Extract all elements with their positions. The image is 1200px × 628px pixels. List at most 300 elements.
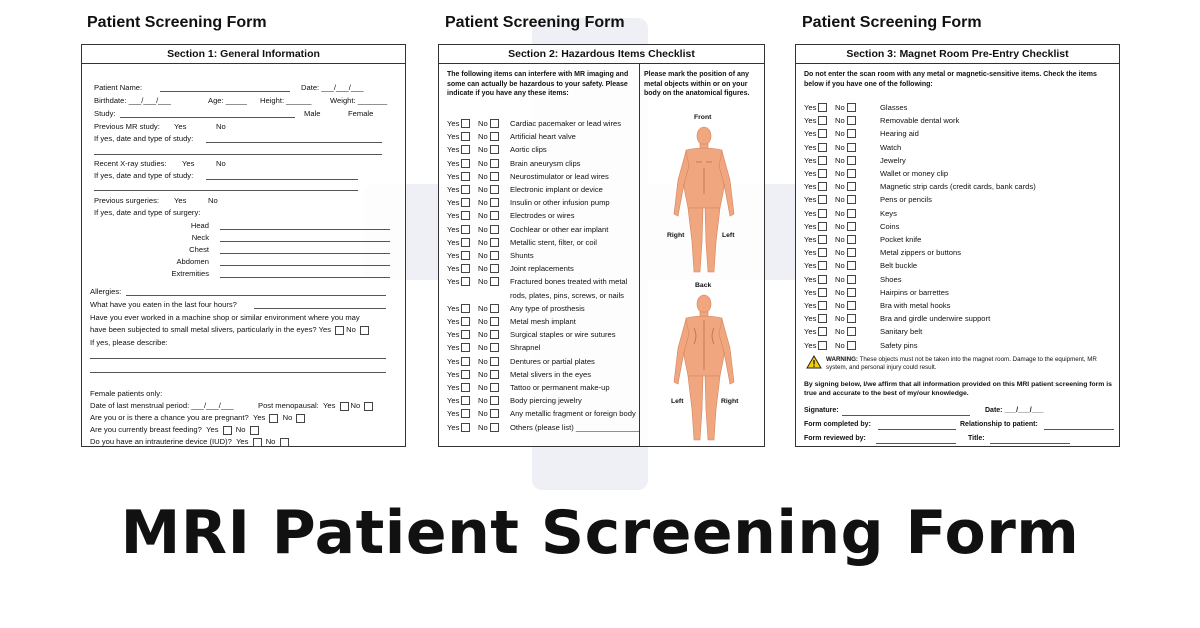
- hazard-item-no-checkbox[interactable]: [490, 423, 499, 432]
- hazard-item-no-option[interactable]: No: [478, 251, 510, 260]
- hazard-item-yes-option[interactable]: Yes: [447, 423, 478, 432]
- preentry-item-no-option[interactable]: No: [835, 314, 867, 323]
- preentry-item-no-option[interactable]: No: [835, 209, 867, 218]
- hazard-item-yes-option[interactable]: Yes: [447, 409, 478, 418]
- hazard-item-no-checkbox[interactable]: [490, 330, 499, 339]
- preentry-item-no-checkbox[interactable]: [847, 182, 856, 191]
- preentry-item-no-option[interactable]: No: [835, 261, 867, 270]
- hazard-item-yes-option[interactable]: Yes: [447, 251, 478, 260]
- hazard-item-label: Dentures or partial plates: [510, 356, 595, 366]
- patient-name-field[interactable]: [160, 91, 290, 92]
- preentry-item-yes-checkbox[interactable]: [818, 182, 827, 191]
- male-option[interactable]: Male: [304, 109, 321, 118]
- height-label[interactable]: Height: ______: [260, 96, 312, 105]
- hazard-item-yes-checkbox[interactable]: [461, 211, 470, 220]
- hazard-item-no-checkbox[interactable]: [490, 225, 499, 234]
- preentry-item-label: Glasses: [880, 103, 908, 112]
- hazard-item-label: Body piercing jewelry: [510, 396, 582, 406]
- hazard-item-no-checkbox[interactable]: [490, 172, 499, 181]
- preentry-item-yes-checkbox[interactable]: [818, 116, 827, 125]
- body-part-extremities-field[interactable]: [220, 277, 390, 278]
- hazard-item-row: [447, 119, 621, 128]
- hazard-item-row: [447, 383, 610, 392]
- hazard-item-no-checkbox[interactable]: [490, 198, 499, 207]
- hazard-item-no-option[interactable]: No: [478, 330, 510, 339]
- preentry-item-no-option[interactable]: No: [835, 248, 867, 257]
- body-part-head: Head: [190, 221, 209, 230]
- preentry-item-label: Metal zippers or buttons: [880, 248, 962, 258]
- section-3-intro: Do not enter the scan room with any metal or magnetic-sensitive items. Check the items below if you have one of the following:: [804, 71, 1097, 88]
- hazard-item-row: [447, 211, 575, 220]
- preentry-item-label: Shoes: [880, 274, 902, 284]
- hazard-item-yes-checkbox[interactable]: [461, 238, 470, 247]
- hazard-item-yes-option[interactable]: Yes: [447, 238, 478, 247]
- preentry-item-label: Pens or pencils: [880, 195, 932, 205]
- hazard-item-no-checkbox[interactable]: [490, 132, 499, 141]
- reviewed-by-field[interactable]: [876, 443, 956, 444]
- hazard-item-yes-checkbox[interactable]: [461, 330, 470, 339]
- preentry-item-label: Safety pins: [880, 340, 918, 350]
- hazard-item-no-option[interactable]: No: [478, 185, 510, 194]
- preentry-item-no-option[interactable]: No: [835, 129, 867, 138]
- body-part-abdomen: Abdomen: [176, 257, 209, 266]
- hazard-item-yes-checkbox[interactable]: [461, 357, 470, 366]
- hazard-item-no-option[interactable]: No: [478, 317, 510, 326]
- relationship-label: Relationship to patient:: [960, 421, 1038, 428]
- preentry-item-yes-option[interactable]: Yes: [804, 195, 835, 204]
- hazard-item-label: Metallic stent, filter, or coil: [510, 237, 597, 247]
- hazard-item-label: Brain aneurysm clips: [510, 158, 581, 168]
- preentry-item-no-checkbox[interactable]: [847, 248, 856, 257]
- weight-label[interactable]: Weight: _______: [330, 96, 388, 105]
- xray-if-yes-field-2[interactable]: [94, 190, 358, 191]
- body-part-chest: Chest: [189, 245, 209, 254]
- hazard-item-yes-option[interactable]: Yes: [447, 185, 478, 194]
- hazard-item-yes-checkbox[interactable]: [461, 198, 470, 207]
- hazard-item-yes-checkbox[interactable]: [461, 132, 470, 141]
- section-1-panel: [81, 44, 406, 447]
- hazard-item-row: [447, 357, 595, 366]
- hazard-item-no-checkbox[interactable]: [490, 211, 499, 220]
- preentry-item-yes-option[interactable]: Yes: [804, 116, 835, 125]
- hazard-item-yes-checkbox[interactable]: [461, 172, 470, 181]
- hazard-item-yes-option[interactable]: Yes: [447, 132, 478, 141]
- preentry-item-label: Hairpins or barrettes: [880, 287, 949, 297]
- preentry-item-yes-checkbox[interactable]: [818, 222, 827, 231]
- hazard-item-label: Any metallic fragment or foreign body: [510, 409, 636, 419]
- hazard-item-yes-option[interactable]: Yes: [447, 343, 478, 352]
- hazard-item-no-option[interactable]: No: [478, 277, 510, 286]
- preentry-item-label: Keys: [880, 208, 897, 218]
- preentry-item-yes-checkbox[interactable]: [818, 103, 827, 112]
- preentry-item-row: [804, 314, 990, 323]
- column-title-1: Patient Screening Form: [87, 14, 267, 31]
- eaten-field[interactable]: [254, 308, 386, 309]
- hazard-item-label: Insulin or other infusion pump: [510, 198, 610, 208]
- preentry-item-yes-option[interactable]: Yes: [804, 209, 835, 218]
- preentry-item-yes-checkbox[interactable]: [818, 209, 827, 218]
- hazard-item-no-checkbox[interactable]: [490, 317, 499, 326]
- hazard-item-no-checkbox[interactable]: [490, 277, 499, 286]
- warning-icon: [806, 355, 822, 369]
- menstrual-label[interactable]: Date of last menstrual period: ___/___/___: [90, 401, 234, 410]
- hazard-item-no-checkbox[interactable]: [490, 370, 499, 379]
- preentry-item-yes-checkbox[interactable]: [818, 261, 827, 270]
- previous-mr-no[interactable]: No: [216, 122, 226, 131]
- body-part-head-field[interactable]: [220, 229, 390, 230]
- preentry-item-no-checkbox[interactable]: [847, 301, 856, 310]
- describe-field-1[interactable]: [90, 358, 386, 359]
- preentry-item-yes-checkbox[interactable]: [818, 235, 827, 244]
- machine-shop-yes-checkbox[interactable]: [335, 326, 344, 335]
- preentry-item-label: Jewelry: [880, 155, 906, 165]
- preentry-item-no-checkbox[interactable]: [847, 261, 856, 270]
- hazard-item-label-continued: rods, plates, pins, screws, or nails: [510, 290, 624, 300]
- signature-label: Signature:: [804, 407, 839, 414]
- post-menopausal-row: Post menopausal: Yes No: [258, 401, 375, 411]
- preentry-item-yes-checkbox[interactable]: [818, 341, 827, 350]
- preentry-item-no-checkbox[interactable]: [847, 103, 856, 112]
- hazard-item-row: [447, 304, 585, 313]
- preentry-item-yes-option[interactable]: Yes: [804, 222, 835, 231]
- preentry-item-yes-option[interactable]: Yes: [804, 143, 835, 152]
- if-yes-study-field-2[interactable]: [94, 154, 382, 155]
- breast-feeding-no-checkbox[interactable]: [250, 426, 259, 435]
- preentry-item-yes-checkbox[interactable]: [818, 195, 827, 204]
- preentry-item-yes-option[interactable]: Yes: [804, 261, 835, 270]
- hazard-item-no-option[interactable]: No: [478, 159, 510, 168]
- preentry-item-no-checkbox[interactable]: [847, 116, 856, 125]
- recent-xray-yes[interactable]: Yes: [182, 159, 195, 168]
- recent-xray-no[interactable]: No: [216, 159, 226, 168]
- hazard-item-no-checkbox[interactable]: [490, 119, 499, 128]
- preentry-item-yes-option[interactable]: Yes: [804, 129, 835, 138]
- allergies-field[interactable]: [126, 295, 386, 296]
- hazard-item-no-checkbox[interactable]: [490, 145, 499, 154]
- section-2-intro: The following items can interfere with MR imaging and some can actually be hazardous to your safety. Please indicate if you have any these items:: [447, 71, 629, 98]
- preentry-item-no-option[interactable]: No: [835, 275, 867, 284]
- if-yes-study-label: If yes, date and type of study:: [94, 134, 194, 143]
- hazard-item-no-option[interactable]: No: [478, 211, 510, 220]
- preentry-item-no-checkbox[interactable]: [847, 341, 856, 350]
- hazard-item-yes-option[interactable]: Yes: [447, 211, 478, 220]
- hazard-item-no-checkbox[interactable]: [490, 159, 499, 168]
- preentry-item-label: Pocket knife: [880, 235, 922, 244]
- hazard-item-no-option[interactable]: No: [478, 198, 510, 207]
- preentry-item-no-option[interactable]: No: [835, 301, 867, 310]
- hazard-item-row: [447, 264, 574, 273]
- hazard-item-yes-checkbox[interactable]: [461, 370, 470, 379]
- hazard-item-no-option[interactable]: No: [478, 264, 510, 273]
- allergies-label: Allergies:: [90, 287, 122, 296]
- hazard-item-yes-option[interactable]: Yes: [447, 159, 478, 168]
- preentry-item-no-checkbox[interactable]: [847, 314, 856, 323]
- column-title-2: Patient Screening Form: [445, 14, 625, 31]
- hazard-item-no-option[interactable]: No: [478, 343, 510, 352]
- iud-no-checkbox[interactable]: [280, 438, 289, 447]
- preentry-item-yes-option[interactable]: Yes: [804, 314, 835, 323]
- female-option[interactable]: Female: [348, 109, 374, 118]
- body-part-neck-field[interactable]: [220, 241, 390, 242]
- hazard-item-yes-checkbox[interactable]: [461, 145, 470, 154]
- hazard-item-label: Fractured bones treated with metal: [510, 277, 628, 287]
- hazard-item-no-checkbox[interactable]: [490, 357, 499, 366]
- preentry-item-yes-option[interactable]: Yes: [804, 288, 835, 297]
- preentry-item-label: Bra with metal hooks: [880, 301, 951, 310]
- hazard-item-yes-option[interactable]: Yes: [447, 277, 478, 286]
- hazard-item-yes-checkbox[interactable]: [461, 264, 470, 273]
- previous-surgeries-label: Previous surgeries:: [94, 196, 159, 205]
- hazard-item-no-option[interactable]: No: [478, 132, 510, 141]
- preentry-item-row: [804, 182, 1036, 191]
- age-label[interactable]: Age: _____: [208, 96, 247, 105]
- pregnant-no-checkbox[interactable]: [296, 414, 305, 423]
- preentry-item-yes-option[interactable]: Yes: [804, 248, 835, 257]
- preentry-item-yes-option[interactable]: Yes: [804, 182, 835, 191]
- date-label[interactable]: Date: ___/___/___: [301, 83, 364, 92]
- preentry-item-no-checkbox[interactable]: [847, 327, 856, 336]
- preentry-item-yes-checkbox[interactable]: [818, 169, 827, 178]
- iud-yes-checkbox[interactable]: [253, 438, 262, 447]
- preentry-item-no-checkbox[interactable]: [847, 288, 856, 297]
- front-body-figure[interactable]: [664, 124, 744, 276]
- preentry-item-no-option[interactable]: No: [835, 116, 867, 125]
- hazard-item-yes-checkbox[interactable]: [461, 383, 470, 392]
- hazard-item-label: Neurostimulator or lead wires: [510, 171, 609, 181]
- study-field[interactable]: [120, 117, 295, 118]
- previous-mr-yes[interactable]: Yes: [174, 122, 187, 131]
- breast-feeding-row: Are you currently breast feeding? Yes No: [90, 425, 261, 435]
- hazard-item-yes-checkbox[interactable]: [461, 343, 470, 352]
- preentry-item-no-checkbox[interactable]: [847, 275, 856, 284]
- preentry-item-yes-option[interactable]: Yes: [804, 156, 835, 165]
- hazard-item-no-option[interactable]: No: [478, 423, 510, 432]
- body-part-chest-field[interactable]: [220, 253, 390, 254]
- body-part-extremities: Extremities: [171, 269, 209, 278]
- hazard-item-yes-checkbox[interactable]: [461, 185, 470, 194]
- preentry-item-no-checkbox[interactable]: [847, 143, 856, 152]
- hazard-item-no-checkbox[interactable]: [490, 264, 499, 273]
- completed-by-field[interactable]: [878, 429, 956, 430]
- hazard-item-no-option[interactable]: No: [478, 119, 510, 128]
- preentry-item-row: [804, 275, 902, 284]
- preentry-item-row: [804, 327, 922, 336]
- hazard-item-row: [447, 198, 610, 207]
- hazard-item-yes-checkbox[interactable]: [461, 277, 470, 286]
- back-body-figure[interactable]: [664, 292, 744, 444]
- preentry-item-no-option[interactable]: No: [835, 341, 867, 350]
- preentry-item-no-option[interactable]: No: [835, 143, 867, 152]
- preentry-item-yes-option[interactable]: Yes: [804, 275, 835, 284]
- hazard-item-yes-option[interactable]: Yes: [447, 357, 478, 366]
- hazard-item-yes-checkbox[interactable]: [461, 423, 470, 432]
- hazard-item-no-option[interactable]: No: [478, 370, 510, 379]
- preentry-item-no-checkbox[interactable]: [847, 235, 856, 244]
- preentry-item-no-checkbox[interactable]: [847, 156, 856, 165]
- hazard-item-yes-option[interactable]: Yes: [447, 225, 478, 234]
- section-3-panel: [795, 44, 1120, 447]
- hazard-item-no-checkbox[interactable]: [490, 383, 499, 392]
- hazard-item-no-option[interactable]: No: [478, 304, 510, 313]
- hazard-item-row: [447, 159, 580, 168]
- preentry-item-yes-option[interactable]: Yes: [804, 327, 835, 336]
- preentry-item-yes-checkbox[interactable]: [818, 275, 827, 284]
- hazard-item-no-checkbox[interactable]: [490, 343, 499, 352]
- preentry-item-yes-checkbox[interactable]: [818, 129, 827, 138]
- preentry-item-yes-checkbox[interactable]: [818, 156, 827, 165]
- preentry-item-no-checkbox[interactable]: [847, 222, 856, 231]
- section-2-panel: [438, 44, 765, 447]
- hazard-item-no-checkbox[interactable]: [490, 396, 499, 405]
- preentry-item-yes-option[interactable]: Yes: [804, 341, 835, 350]
- hazard-item-yes-option[interactable]: Yes: [447, 119, 478, 128]
- title-field[interactable]: [990, 443, 1070, 444]
- hazard-item-no-checkbox[interactable]: [490, 251, 499, 260]
- hazard-item-yes-checkbox[interactable]: [461, 225, 470, 234]
- pregnant-row: Are you or is there a chance you are pregnant? Yes No: [90, 413, 307, 423]
- preentry-item-yes-checkbox[interactable]: [818, 314, 827, 323]
- preentry-item-yes-checkbox[interactable]: [818, 301, 827, 310]
- hazard-item-yes-checkbox[interactable]: [461, 409, 470, 418]
- hazard-item-no-option[interactable]: No: [478, 172, 510, 181]
- hazard-item-row: [447, 172, 609, 181]
- hazard-item-yes-option[interactable]: Yes: [447, 304, 478, 313]
- hazard-item-no-checkbox[interactable]: [490, 185, 499, 194]
- hazard-item-row: [447, 370, 591, 379]
- hazard-item-label: Cardiac pacemaker or lead wires: [510, 119, 621, 128]
- machine-shop-no-checkbox[interactable]: [360, 326, 369, 335]
- preentry-item-label: Wallet or money clip: [880, 169, 949, 178]
- if-yes-study-field[interactable]: [206, 142, 382, 143]
- hazard-item-label: Surgical staples or wire sutures: [510, 330, 616, 340]
- hazard-item-row: [447, 396, 582, 405]
- preentry-item-no-option[interactable]: No: [835, 235, 867, 244]
- preentry-item-yes-option[interactable]: Yes: [804, 235, 835, 244]
- preentry-item-no-checkbox[interactable]: [847, 195, 856, 204]
- body-part-abdomen-field[interactable]: [220, 265, 390, 266]
- hazard-item-no-option[interactable]: No: [478, 357, 510, 366]
- back-label: Back: [695, 282, 712, 289]
- preentry-item-label: Coins: [880, 221, 900, 231]
- preentry-item-label: Watch: [880, 142, 902, 152]
- preentry-item-yes-checkbox[interactable]: [818, 288, 827, 297]
- hazard-item-yes-option[interactable]: Yes: [447, 330, 478, 339]
- hazard-item-no-option[interactable]: No: [478, 383, 510, 392]
- xray-if-yes-label: If yes, date and type of study:: [94, 171, 194, 180]
- surgeries-yes[interactable]: Yes: [174, 196, 187, 205]
- breast-feeding-yes-checkbox[interactable]: [223, 426, 232, 435]
- hazard-item-no-checkbox[interactable]: [490, 409, 499, 418]
- preentry-item-no-option[interactable]: No: [835, 195, 867, 204]
- column-title-3: Patient Screening Form: [802, 14, 982, 31]
- back-right-label: Right: [721, 398, 739, 405]
- post-menopausal-yes-checkbox[interactable]: [340, 402, 349, 411]
- hazard-item-yes-option[interactable]: Yes: [447, 172, 478, 181]
- hazard-item-no-option[interactable]: No: [478, 145, 510, 154]
- if-yes-surgery-label: If yes, date and type of surgery:: [94, 208, 201, 217]
- preentry-item-row: [804, 341, 918, 350]
- warning-text: WARNING: These objects must not be taken into the magnet room. Damage to the equipment, MR system, and personal injury could result.: [826, 356, 1097, 372]
- preentry-item-no-checkbox[interactable]: [847, 209, 856, 218]
- hazard-item-yes-option[interactable]: Yes: [447, 370, 478, 379]
- preentry-item-row: [804, 209, 897, 218]
- section-3-heading: Section 3: Magnet Room Pre-Entry Checklist: [796, 45, 1119, 64]
- hazard-item-yes-option[interactable]: Yes: [447, 198, 478, 207]
- preentry-item-no-option[interactable]: No: [835, 222, 867, 231]
- hazard-item-yes-checkbox[interactable]: [461, 317, 470, 326]
- hazard-item-no-checkbox[interactable]: [490, 238, 499, 247]
- hazard-item-yes-checkbox[interactable]: [461, 119, 470, 128]
- hazard-item-yes-option[interactable]: Yes: [447, 396, 478, 405]
- hazard-item-yes-checkbox[interactable]: [461, 159, 470, 168]
- describe-label: If yes, please describe:: [90, 338, 168, 347]
- eaten-label: What have you eaten in the last four hours?: [90, 300, 237, 309]
- hazard-item-yes-option[interactable]: Yes: [447, 264, 478, 273]
- preentry-item-yes-checkbox[interactable]: [818, 248, 827, 257]
- preentry-item-no-option[interactable]: No: [835, 327, 867, 336]
- preentry-item-row: [804, 116, 959, 125]
- hazard-item-yes-checkbox[interactable]: [461, 251, 470, 260]
- preentry-item-row: [804, 103, 907, 112]
- preentry-item-label: Sanitary belt: [880, 327, 923, 337]
- hazard-item-yes-option[interactable]: Yes: [447, 317, 478, 326]
- hazard-item-no-option[interactable]: No: [478, 409, 510, 418]
- preentry-item-row: [804, 169, 948, 178]
- sign-date-label[interactable]: Date: ___/___/___: [985, 407, 1044, 414]
- hazard-item-no-option[interactable]: No: [478, 225, 510, 234]
- preentry-item-no-option[interactable]: No: [835, 288, 867, 297]
- post-menopausal-no-checkbox[interactable]: [364, 402, 373, 411]
- preentry-item-no-option[interactable]: No: [835, 156, 867, 165]
- birthdate-label[interactable]: Birthdate: ___/___/___: [94, 96, 171, 105]
- hazard-item-yes-checkbox[interactable]: [461, 396, 470, 405]
- preentry-item-no-option[interactable]: No: [835, 103, 867, 112]
- preentry-item-yes-checkbox[interactable]: [818, 327, 827, 336]
- preentry-item-label: Hearing aid: [880, 129, 919, 139]
- preentry-item-yes-option[interactable]: Yes: [804, 169, 835, 178]
- recent-xray-label: Recent X-ray studies:: [94, 159, 167, 168]
- xray-if-yes-field[interactable]: [206, 179, 358, 180]
- body-part-neck: Neck: [191, 233, 209, 242]
- preentry-item-no-checkbox[interactable]: [847, 129, 856, 138]
- hazard-item-no-option[interactable]: No: [478, 396, 510, 405]
- hazard-item-no-checkbox[interactable]: [490, 304, 499, 313]
- preentry-item-no-option[interactable]: No: [835, 169, 867, 178]
- hazard-item-row: [447, 423, 639, 432]
- pregnant-yes-checkbox[interactable]: [269, 414, 278, 423]
- preentry-item-yes-option[interactable]: Yes: [804, 103, 835, 112]
- describe-field-2[interactable]: [90, 372, 386, 373]
- preentry-item-yes-checkbox[interactable]: [818, 143, 827, 152]
- hazard-item-label: Shunts: [510, 251, 534, 260]
- preentry-item-row: [804, 261, 917, 270]
- hazard-item-yes-checkbox[interactable]: [461, 304, 470, 313]
- preentry-item-label: Bra and girdle underwire support: [880, 314, 991, 324]
- preentry-item-row: [804, 288, 949, 297]
- hazard-item-yes-option[interactable]: Yes: [447, 383, 478, 392]
- hazard-item-yes-option[interactable]: Yes: [447, 145, 478, 154]
- preentry-item-yes-option[interactable]: Yes: [804, 301, 835, 310]
- signature-field[interactable]: [842, 415, 970, 416]
- surgeries-no[interactable]: No: [208, 196, 218, 205]
- preentry-item-no-checkbox[interactable]: [847, 169, 856, 178]
- hazard-item-row: [447, 145, 547, 154]
- preentry-item-no-option[interactable]: No: [835, 182, 867, 191]
- hazard-item-no-option[interactable]: No: [478, 238, 510, 247]
- relationship-field[interactable]: [1044, 429, 1114, 430]
- preentry-item-row: [804, 195, 932, 204]
- machine-shop-line-2: have been subjected to small metal slivers, particularly in the eyes? Yes No: [90, 325, 371, 335]
